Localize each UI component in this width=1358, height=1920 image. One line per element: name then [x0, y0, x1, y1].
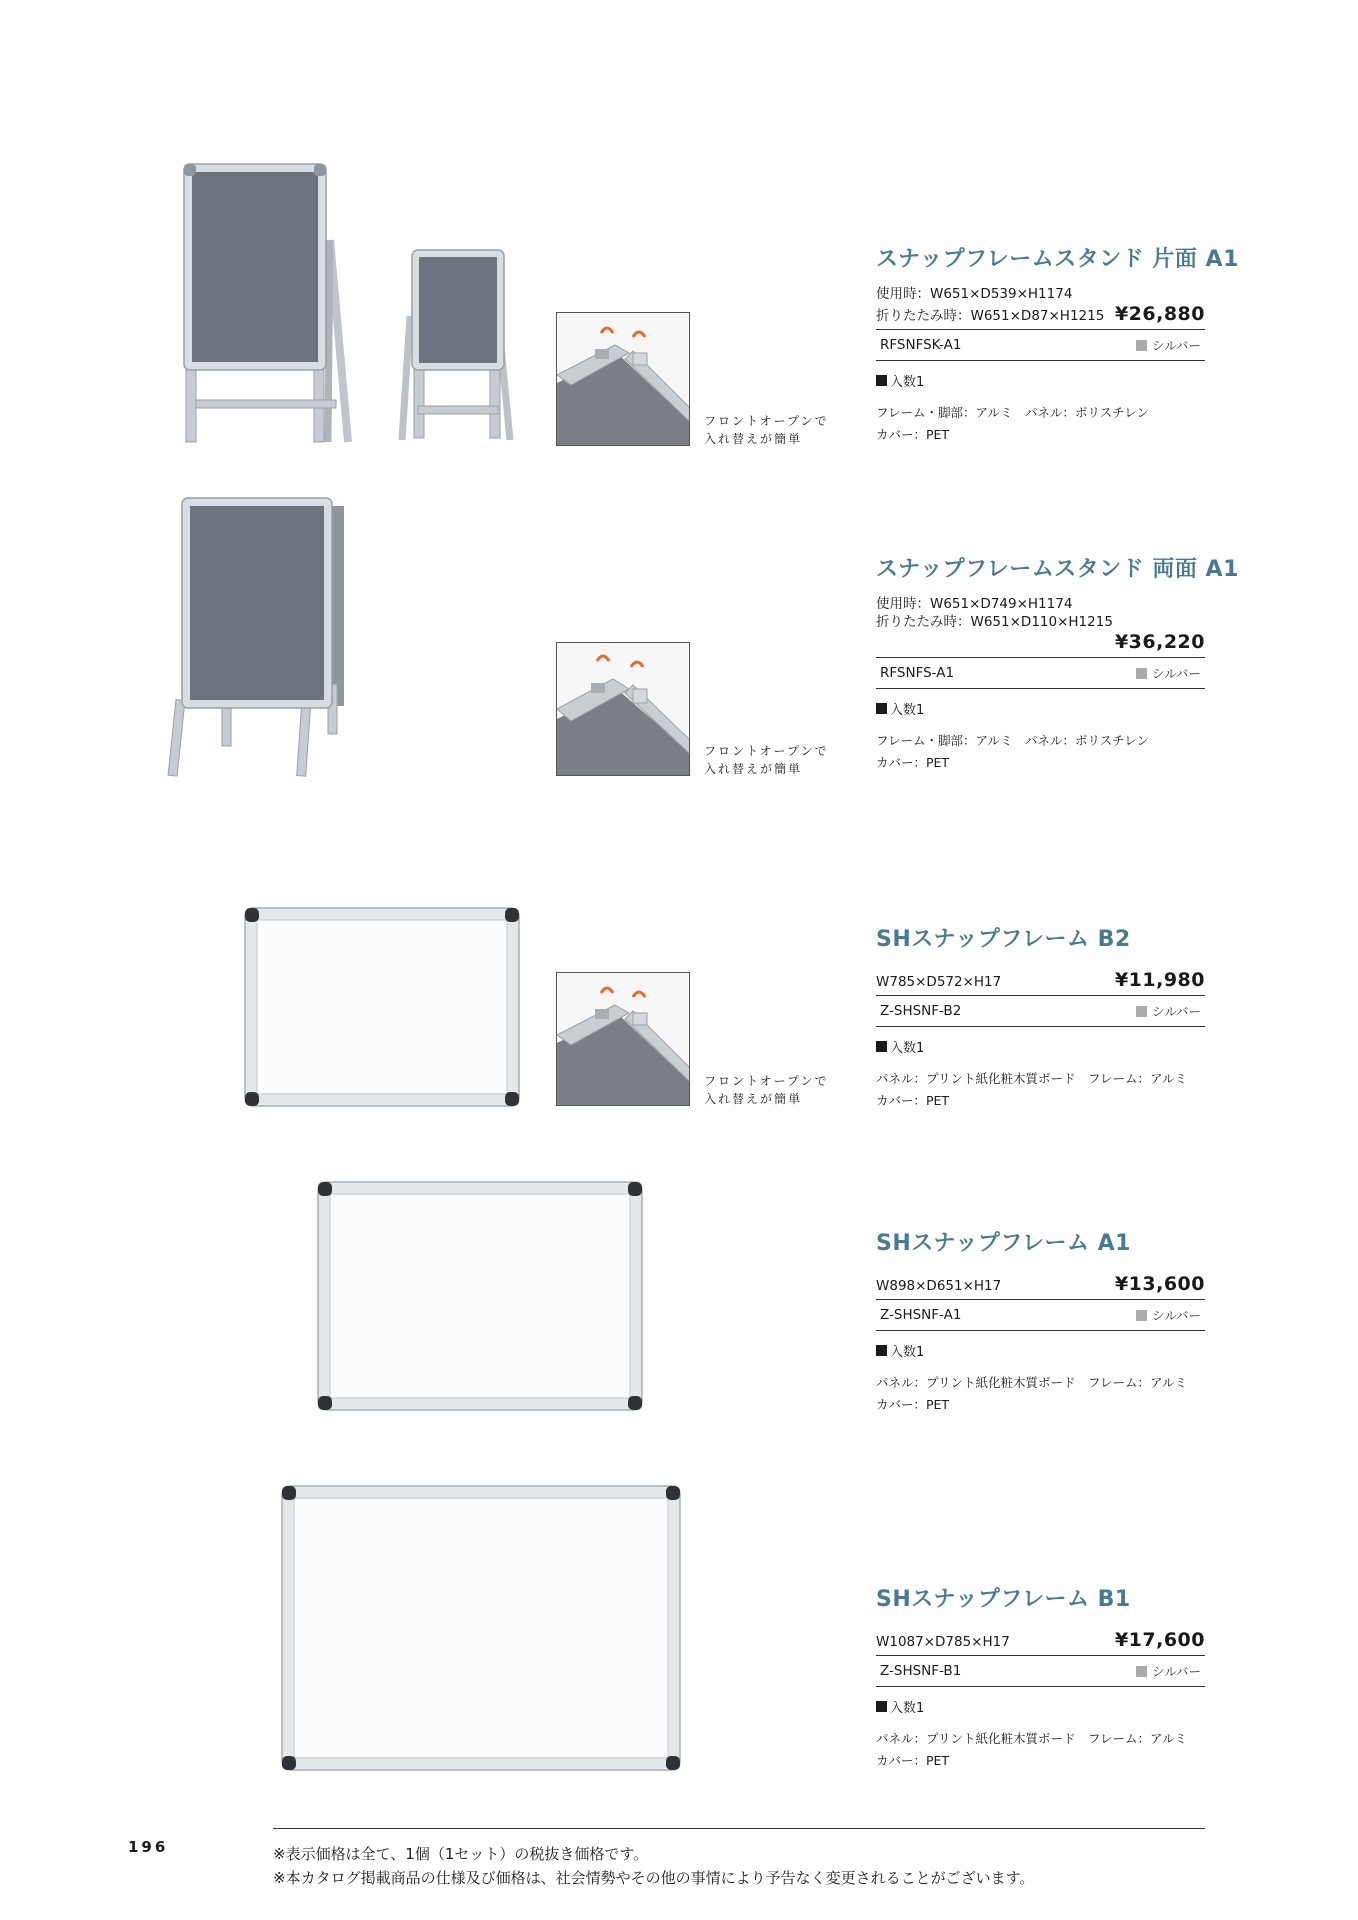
product-block-frame-b1	[876, 1582, 1205, 1772]
product-material: パネル：プリント紙化粧木質ボード フレーム：アルミ	[876, 1375, 1188, 1390]
bullet-square-icon	[876, 1345, 887, 1356]
snap-frame-b1-image	[280, 1484, 684, 1774]
product-price: ¥17,600	[1114, 1629, 1205, 1651]
color-swatch-icon	[1136, 1666, 1147, 1677]
product-material: パネル：プリント紙化粧木質ボード フレーム：アルミ	[876, 1071, 1188, 1086]
product-title: SHスナップフレーム B1	[876, 1587, 1131, 1612]
frame-opening-detail-image	[556, 642, 690, 776]
snap-frame-a1-image	[316, 1180, 646, 1414]
divider	[876, 1686, 1205, 1687]
product-dimensions-folded: 折りたたみ時：W651×D110×H1215	[876, 614, 1113, 630]
product-title: SHスナップフレーム A1	[876, 1231, 1131, 1256]
frame-opening-detail-image	[556, 972, 690, 1106]
frame-opening-detail-image	[556, 312, 690, 446]
stand-single-sided-large-image	[180, 160, 360, 450]
product-code: Z-SHSNF-B1	[880, 1663, 962, 1679]
product-dimensions-use: 使用時：W651×D749×H1174	[876, 596, 1073, 612]
product-cover: カバー：PET	[876, 1753, 950, 1768]
color-name: シルバー	[1152, 1664, 1201, 1679]
color-swatch-icon	[1136, 668, 1147, 679]
stand-single-sided-small-image	[398, 248, 518, 448]
bullet-square-icon	[876, 703, 887, 714]
color-name: シルバー	[1152, 1308, 1201, 1323]
divider	[876, 360, 1205, 361]
product-code: Z-SHSNF-B2	[880, 1003, 962, 1019]
product-quantity: 入数1	[890, 1041, 925, 1056]
footer-notes	[273, 1842, 1034, 1890]
product-code: RFSNFSK-A1	[880, 337, 962, 353]
color-swatch-icon	[1136, 340, 1147, 351]
product-block-single-stand	[876, 242, 1239, 446]
product-dimensions-folded: 折りたたみ時：W651×D87×H1215	[876, 308, 1105, 324]
product-block-frame-a1	[876, 1226, 1205, 1416]
product-price: ¥26,880	[1114, 303, 1205, 325]
bullet-square-icon	[876, 1701, 887, 1712]
product-title: スナップフレームスタンド 片面 A1	[876, 247, 1239, 272]
price-note: ※表示価格は全て、1個（1セット）の税抜き価格です。	[273, 1845, 649, 1863]
divider	[876, 1026, 1205, 1027]
stand-double-sided-image	[164, 494, 354, 784]
product-quantity: 入数1	[890, 1701, 925, 1716]
color-swatch-icon	[1136, 1310, 1147, 1321]
product-code: Z-SHSNF-A1	[880, 1307, 962, 1323]
product-material: フレーム・脚部：アルミ パネル：ポリスチレン	[876, 733, 1149, 748]
spec-change-note: ※本カタログ掲載商品の仕様及び価格は、社会情勢やその他の事情により予告なく変更されることがございます。	[273, 1869, 1035, 1887]
product-code: RFSNFS-A1	[880, 665, 955, 681]
product-cover: カバー：PET	[876, 427, 950, 442]
product-dimensions-use: 使用時：W651×D539×H1174	[876, 286, 1073, 302]
product-block-frame-b2	[876, 922, 1205, 1112]
color-name: シルバー	[1152, 338, 1201, 353]
product-cover: カバー：PET	[876, 1397, 950, 1412]
product-quantity: 入数1	[890, 375, 925, 390]
product-title: SHスナップフレーム B2	[876, 927, 1131, 952]
snap-frame-b2-image	[243, 906, 523, 1110]
color-swatch-icon	[1136, 1006, 1147, 1017]
product-cover: カバー：PET	[876, 755, 950, 770]
color-name: シルバー	[1152, 1004, 1201, 1019]
product-material: フレーム・脚部：アルミ パネル：ポリスチレン	[876, 405, 1149, 420]
product-quantity: 入数1	[890, 703, 925, 718]
product-quantity: 入数1	[890, 1345, 925, 1360]
feature-caption: フロントオープンで 入れ替えが簡単	[704, 744, 829, 776]
product-dimensions: W785×D572×H17	[876, 974, 1002, 990]
bullet-square-icon	[876, 1041, 887, 1052]
divider	[876, 688, 1205, 689]
divider	[876, 1330, 1205, 1331]
product-dimensions: W1087×D785×H17	[876, 1634, 1010, 1650]
product-price: ¥13,600	[1114, 1273, 1205, 1295]
feature-caption: フロントオープンで 入れ替えが簡単	[704, 414, 829, 446]
page-number: 196	[128, 1838, 169, 1856]
product-cover: カバー：PET	[876, 1093, 950, 1108]
bullet-square-icon	[876, 375, 887, 386]
feature-caption: フロントオープンで 入れ替えが簡単	[704, 1074, 829, 1106]
product-price: ¥11,980	[1114, 969, 1205, 991]
product-dimensions: W898×D651×H17	[876, 1278, 1002, 1294]
product-material: パネル：プリント紙化粧木質ボード フレーム：アルミ	[876, 1731, 1188, 1746]
product-title: スナップフレームスタンド 両面 A1	[876, 557, 1239, 582]
color-name: シルバー	[1152, 666, 1201, 681]
product-price: ¥36,220	[1114, 631, 1205, 653]
footer-divider	[273, 1828, 1205, 1829]
product-block-double-stand	[876, 552, 1239, 774]
